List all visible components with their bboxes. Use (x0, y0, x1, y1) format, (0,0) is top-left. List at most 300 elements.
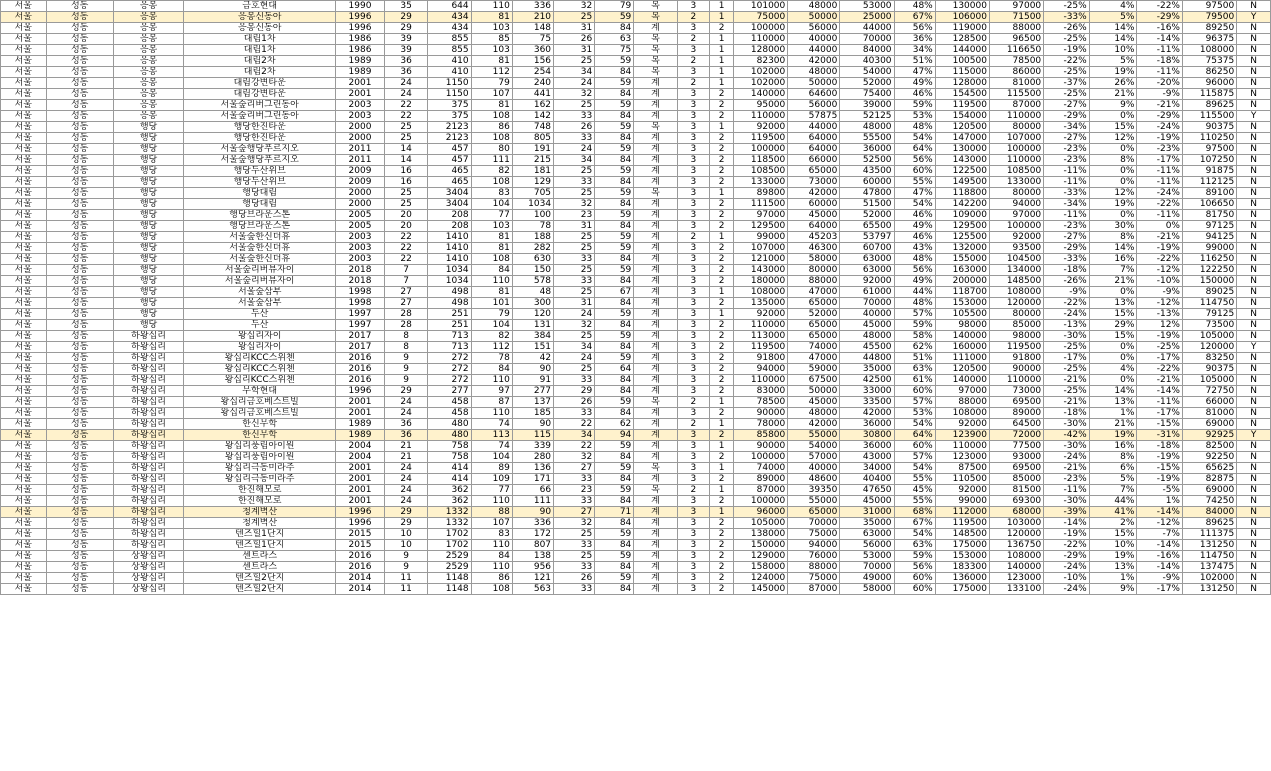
cell-supply_m2[interactable]: 84 (595, 320, 634, 331)
cell-net_change[interactable]: -7% (1137, 529, 1183, 540)
cell-sale_now[interactable]: 107000 (989, 133, 1043, 144)
cell-type[interactable]: 계 (634, 254, 677, 265)
cell-sale_now[interactable]: 85000 (989, 474, 1043, 485)
cell-units[interactable]: 185 (512, 408, 553, 419)
cell-district[interactable]: 성동 (46, 276, 113, 287)
cell-area_m2[interactable]: 84 (471, 551, 512, 562)
cell-sale_peak[interactable]: 153000 (935, 551, 989, 562)
cell-type[interactable]: 계 (634, 166, 677, 177)
cell-pyeong[interactable]: 25 (554, 56, 595, 67)
cell-units[interactable]: 136 (512, 463, 553, 474)
cell-sale_peak[interactable]: 140000 (935, 375, 989, 386)
cell-households[interactable]: 480 (428, 419, 471, 430)
cell-peak_drop[interactable]: -11% (1044, 177, 1090, 188)
cell-age[interactable]: 7 (384, 276, 427, 287)
cell-year_built[interactable]: 2003 (336, 232, 385, 243)
cell-area_m2[interactable]: 112 (471, 67, 512, 78)
cell-sale_now[interactable]: 69500 (989, 397, 1043, 408)
cell-sale_now[interactable]: 119500 (989, 342, 1043, 353)
cell-households[interactable]: 1410 (428, 232, 471, 243)
cell-supply_m2[interactable]: 75 (595, 45, 634, 56)
cell-peak_drop[interactable]: -30% (1044, 441, 1090, 452)
cell-type[interactable]: 계 (634, 276, 677, 287)
cell-dong[interactable]: 상왕십리 (113, 573, 183, 584)
cell-type[interactable]: 계 (634, 89, 677, 100)
cell-recovery[interactable]: 13% (1089, 397, 1137, 408)
cell-sale_peak[interactable]: 153000 (935, 298, 989, 309)
cell-rooms[interactable]: 3 (677, 496, 710, 507)
cell-flag[interactable]: N (1237, 67, 1271, 78)
cell-net_change[interactable]: -11% (1137, 397, 1183, 408)
cell-recovery[interactable]: 19% (1089, 67, 1137, 78)
cell-sale_peak[interactable]: 183300 (935, 562, 989, 573)
cell-households[interactable]: 272 (428, 364, 471, 375)
table-row[interactable] (1, 518, 1271, 529)
cell-supply_m2[interactable]: 59 (595, 485, 634, 496)
cell-households[interactable]: 2529 (428, 562, 471, 573)
cell-rooms[interactable]: 3 (677, 133, 710, 144)
cell-recovery[interactable]: 21% (1089, 419, 1137, 430)
cell-jeonse_ratio[interactable]: 48% (894, 1, 935, 12)
cell-recovery[interactable]: 13% (1089, 298, 1137, 309)
cell-type[interactable]: 복 (634, 45, 677, 56)
cell-flag[interactable]: N (1237, 133, 1271, 144)
table-row[interactable] (1, 221, 1271, 232)
table-row[interactable] (1, 34, 1271, 45)
cell-units[interactable]: 131 (512, 320, 553, 331)
cell-flag[interactable]: N (1237, 23, 1271, 34)
cell-rooms[interactable]: 3 (677, 441, 710, 452)
cell-rooms[interactable]: 3 (677, 122, 710, 133)
table-row[interactable] (1, 562, 1271, 573)
cell-gap[interactable]: 53000 (840, 1, 894, 12)
cell-households[interactable]: 2123 (428, 122, 471, 133)
cell-baths[interactable]: 2 (710, 265, 734, 276)
cell-estimate[interactable]: 73500 (1182, 320, 1236, 331)
cell-jeonse_ratio[interactable]: 56% (894, 265, 935, 276)
cell-baths[interactable]: 2 (710, 452, 734, 463)
cell-gap[interactable]: 61000 (840, 287, 894, 298)
cell-supply_m2[interactable]: 84 (595, 584, 634, 595)
cell-estimate[interactable]: 114750 (1182, 551, 1236, 562)
cell-estimate[interactable]: 94125 (1182, 232, 1236, 243)
cell-estimate[interactable]: 108000 (1182, 45, 1236, 56)
cell-area_m2[interactable]: 79 (471, 309, 512, 320)
cell-year_built[interactable]: 2016 (336, 375, 385, 386)
cell-jeonse_ratio[interactable]: 54% (894, 419, 935, 430)
cell-year_built[interactable]: 2018 (336, 276, 385, 287)
cell-jeonse_low[interactable]: 55000 (788, 496, 840, 507)
cell-gap[interactable]: 53000 (840, 551, 894, 562)
cell-complex[interactable]: 행당대림 (184, 188, 336, 199)
cell-gap[interactable]: 40300 (840, 56, 894, 67)
cell-jeonse_low[interactable]: 55000 (788, 430, 840, 441)
cell-recovery[interactable]: 8% (1089, 155, 1137, 166)
cell-flag[interactable]: N (1237, 177, 1271, 188)
cell-complex[interactable]: 대림강변타운 (184, 89, 336, 100)
cell-area_m2[interactable]: 110 (471, 496, 512, 507)
cell-city[interactable]: 서울 (1, 166, 47, 177)
cell-jeonse_low[interactable]: 58000 (788, 254, 840, 265)
cell-age[interactable]: 8 (384, 342, 427, 353)
cell-district[interactable]: 성동 (46, 254, 113, 265)
cell-type[interactable]: 계 (634, 375, 677, 386)
cell-recovery[interactable]: 5% (1089, 474, 1137, 485)
cell-year_built[interactable]: 1989 (336, 430, 385, 441)
cell-district[interactable]: 성동 (46, 56, 113, 67)
cell-sale_peak[interactable]: 154500 (935, 89, 989, 100)
cell-units[interactable]: 215 (512, 155, 553, 166)
cell-units[interactable]: 210 (512, 12, 553, 23)
cell-sale_peak[interactable]: 129500 (935, 221, 989, 232)
cell-net_change[interactable]: -11% (1137, 45, 1183, 56)
cell-complex[interactable]: 행당대림 (184, 199, 336, 210)
cell-supply_m2[interactable]: 84 (595, 452, 634, 463)
cell-age[interactable]: 35 (384, 1, 427, 12)
cell-supply_m2[interactable]: 67 (595, 287, 634, 298)
cell-pyeong[interactable]: 29 (554, 386, 595, 397)
cell-rooms[interactable]: 2 (677, 485, 710, 496)
cell-district[interactable]: 성동 (46, 441, 113, 452)
cell-recovery[interactable]: 26% (1089, 78, 1137, 89)
cell-year_built[interactable]: 2016 (336, 364, 385, 375)
cell-city[interactable]: 서울 (1, 199, 47, 210)
cell-dong[interactable]: 하왕십리 (113, 474, 183, 485)
cell-gap[interactable]: 63000 (840, 529, 894, 540)
cell-sale_high[interactable]: 108500 (734, 166, 788, 177)
table-row[interactable] (1, 89, 1271, 100)
cell-units[interactable]: 91 (512, 375, 553, 386)
cell-year_built[interactable]: 2015 (336, 540, 385, 551)
cell-households[interactable]: 713 (428, 331, 471, 342)
table-row[interactable] (1, 199, 1271, 210)
cell-area_m2[interactable]: 104 (471, 452, 512, 463)
cell-baths[interactable]: 2 (710, 540, 734, 551)
cell-gap[interactable]: 75400 (840, 89, 894, 100)
cell-district[interactable]: 성동 (46, 573, 113, 584)
cell-sale_peak[interactable]: 147000 (935, 133, 989, 144)
cell-baths[interactable]: 1 (710, 67, 734, 78)
cell-supply_m2[interactable]: 59 (595, 56, 634, 67)
cell-flag[interactable]: N (1237, 551, 1271, 562)
cell-area_m2[interactable]: 78 (471, 353, 512, 364)
cell-recovery[interactable]: 5% (1089, 56, 1137, 67)
cell-sale_peak[interactable]: 130000 (935, 144, 989, 155)
cell-sale_peak[interactable]: 109000 (935, 210, 989, 221)
cell-net_change[interactable]: -15% (1137, 419, 1183, 430)
cell-type[interactable]: 계 (634, 441, 677, 452)
cell-supply_m2[interactable]: 84 (595, 133, 634, 144)
cell-city[interactable]: 서울 (1, 551, 47, 562)
cell-pyeong[interactable]: 33 (554, 408, 595, 419)
cell-sale_high[interactable]: 92000 (734, 309, 788, 320)
cell-age[interactable]: 22 (384, 243, 427, 254)
cell-type[interactable]: 계 (634, 177, 677, 188)
cell-jeonse_low[interactable]: 57875 (788, 111, 840, 122)
cell-supply_m2[interactable]: 71 (595, 507, 634, 518)
cell-dong[interactable]: 행당 (113, 221, 183, 232)
cell-supply_m2[interactable]: 59 (595, 144, 634, 155)
cell-jeonse_low[interactable]: 50000 (788, 12, 840, 23)
cell-units[interactable]: 181 (512, 166, 553, 177)
cell-recovery[interactable]: 8% (1089, 232, 1137, 243)
cell-baths[interactable]: 1 (710, 78, 734, 89)
cell-area_m2[interactable]: 97 (471, 386, 512, 397)
cell-jeonse_ratio[interactable]: 56% (894, 562, 935, 573)
cell-sale_high[interactable]: 99000 (734, 232, 788, 243)
cell-units[interactable]: 111 (512, 496, 553, 507)
cell-peak_drop[interactable]: -25% (1044, 1, 1090, 12)
cell-pyeong[interactable]: 25 (554, 100, 595, 111)
cell-district[interactable]: 성동 (46, 518, 113, 529)
cell-pyeong[interactable]: 25 (554, 12, 595, 23)
cell-rooms[interactable]: 3 (677, 243, 710, 254)
cell-pyeong[interactable]: 25 (554, 265, 595, 276)
cell-sale_high[interactable]: 102000 (734, 67, 788, 78)
cell-jeonse_low[interactable]: 76000 (788, 551, 840, 562)
cell-year_built[interactable]: 2001 (336, 89, 385, 100)
cell-pyeong[interactable]: 33 (554, 540, 595, 551)
cell-flag[interactable]: N (1237, 353, 1271, 364)
cell-estimate[interactable]: 105000 (1182, 375, 1236, 386)
cell-estimate[interactable]: 97500 (1182, 1, 1236, 12)
cell-pyeong[interactable]: 24 (554, 78, 595, 89)
cell-city[interactable]: 서울 (1, 540, 47, 551)
table-row[interactable] (1, 485, 1271, 496)
cell-estimate[interactable]: 97125 (1182, 221, 1236, 232)
cell-rooms[interactable]: 3 (677, 210, 710, 221)
cell-households[interactable]: 362 (428, 485, 471, 496)
cell-type[interactable]: 계 (634, 100, 677, 111)
cell-year_built[interactable]: 2017 (336, 331, 385, 342)
cell-complex[interactable]: 왕십리KCC스위첸 (184, 353, 336, 364)
cell-dong[interactable]: 행당 (113, 276, 183, 287)
cell-dong[interactable]: 하왕십리 (113, 496, 183, 507)
cell-rooms[interactable]: 3 (677, 562, 710, 573)
cell-peak_drop[interactable]: -18% (1044, 265, 1090, 276)
cell-sale_high[interactable]: 102000 (734, 78, 788, 89)
cell-jeonse_ratio[interactable]: 48% (894, 254, 935, 265)
cell-estimate[interactable]: 96000 (1182, 78, 1236, 89)
cell-age[interactable]: 39 (384, 34, 427, 45)
cell-city[interactable]: 서울 (1, 342, 47, 353)
cell-gap[interactable]: 47800 (840, 188, 894, 199)
cell-jeonse_low[interactable]: 65000 (788, 298, 840, 309)
cell-gap[interactable]: 31000 (840, 507, 894, 518)
cell-sale_peak[interactable]: 123000 (935, 452, 989, 463)
cell-recovery[interactable]: 15% (1089, 309, 1137, 320)
cell-net_change[interactable]: -15% (1137, 463, 1183, 474)
cell-pyeong[interactable]: 33 (554, 474, 595, 485)
cell-recovery[interactable]: 1% (1089, 573, 1137, 584)
cell-sale_peak[interactable]: 160000 (935, 342, 989, 353)
cell-baths[interactable]: 2 (710, 276, 734, 287)
cell-year_built[interactable]: 2014 (336, 584, 385, 595)
cell-gap[interactable]: 52000 (840, 210, 894, 221)
cell-net_change[interactable]: -14% (1137, 507, 1183, 518)
cell-jeonse_ratio[interactable]: 63% (894, 364, 935, 375)
cell-sale_high[interactable]: 100000 (734, 144, 788, 155)
cell-flag[interactable]: N (1237, 375, 1271, 386)
cell-district[interactable]: 성동 (46, 342, 113, 353)
cell-area_m2[interactable]: 84 (471, 364, 512, 375)
cell-city[interactable]: 서울 (1, 122, 47, 133)
cell-district[interactable]: 성동 (46, 1, 113, 12)
cell-flag[interactable]: Y (1237, 430, 1271, 441)
cell-baths[interactable]: 2 (710, 573, 734, 584)
cell-baths[interactable]: 2 (710, 166, 734, 177)
table-row[interactable] (1, 331, 1271, 342)
cell-peak_drop[interactable]: -25% (1044, 364, 1090, 375)
cell-jeonse_ratio[interactable]: 55% (894, 496, 935, 507)
cell-rooms[interactable]: 2 (677, 397, 710, 408)
cell-jeonse_ratio[interactable]: 60% (894, 441, 935, 452)
cell-jeonse_low[interactable]: 64000 (788, 133, 840, 144)
cell-households[interactable]: 713 (428, 342, 471, 353)
cell-sale_now[interactable]: 85000 (989, 320, 1043, 331)
cell-sale_now[interactable]: 80000 (989, 122, 1043, 133)
cell-recovery[interactable]: 14% (1089, 386, 1137, 397)
cell-rooms[interactable]: 3 (677, 254, 710, 265)
cell-units[interactable]: 188 (512, 232, 553, 243)
cell-sale_high[interactable]: 90000 (734, 441, 788, 452)
cell-type[interactable]: 계 (634, 111, 677, 122)
cell-peak_drop[interactable]: -18% (1044, 408, 1090, 419)
cell-sale_peak[interactable]: 92000 (935, 419, 989, 430)
cell-units[interactable]: 339 (512, 441, 553, 452)
cell-sale_peak[interactable]: 136000 (935, 573, 989, 584)
cell-city[interactable]: 서울 (1, 111, 47, 122)
cell-age[interactable]: 29 (384, 507, 427, 518)
cell-complex[interactable]: 서울숲리버그린동아 (184, 100, 336, 111)
cell-peak_drop[interactable]: -11% (1044, 166, 1090, 177)
cell-gap[interactable]: 42000 (840, 408, 894, 419)
cell-pyeong[interactable]: 32 (554, 320, 595, 331)
cell-city[interactable]: 서울 (1, 320, 47, 331)
cell-recovery[interactable]: 0% (1089, 144, 1137, 155)
cell-net_change[interactable]: -29% (1137, 12, 1183, 23)
cell-type[interactable]: 계 (634, 353, 677, 364)
cell-flag[interactable]: N (1237, 232, 1271, 243)
cell-sale_now[interactable]: 123000 (989, 573, 1043, 584)
cell-area_m2[interactable]: 89 (471, 463, 512, 474)
cell-recovery[interactable]: 5% (1089, 12, 1137, 23)
cell-dong[interactable]: 행당 (113, 166, 183, 177)
cell-type[interactable]: 계 (634, 408, 677, 419)
cell-households[interactable]: 272 (428, 353, 471, 364)
cell-district[interactable]: 성동 (46, 562, 113, 573)
cell-sale_high[interactable]: 100000 (734, 23, 788, 34)
cell-year_built[interactable]: 2001 (336, 485, 385, 496)
cell-peak_drop[interactable]: -26% (1044, 276, 1090, 287)
cell-gap[interactable]: 58000 (840, 584, 894, 595)
cell-year_built[interactable]: 1996 (336, 507, 385, 518)
cell-year_built[interactable]: 1986 (336, 34, 385, 45)
cell-city[interactable]: 서울 (1, 188, 47, 199)
cell-households[interactable]: 465 (428, 177, 471, 188)
cell-estimate[interactable]: 102000 (1182, 573, 1236, 584)
cell-rooms[interactable]: 2 (677, 232, 710, 243)
cell-net_change[interactable]: -31% (1137, 430, 1183, 441)
cell-jeonse_ratio[interactable]: 57% (894, 309, 935, 320)
cell-year_built[interactable]: 2003 (336, 111, 385, 122)
cell-baths[interactable]: 1 (710, 287, 734, 298)
cell-estimate[interactable]: 131250 (1182, 540, 1236, 551)
cell-estimate[interactable]: 122250 (1182, 265, 1236, 276)
cell-net_change[interactable]: -16% (1137, 551, 1183, 562)
cell-city[interactable]: 서울 (1, 287, 47, 298)
cell-year_built[interactable]: 2009 (336, 177, 385, 188)
cell-jeonse_ratio[interactable]: 64% (894, 430, 935, 441)
cell-households[interactable]: 1410 (428, 254, 471, 265)
cell-flag[interactable]: N (1237, 166, 1271, 177)
cell-pyeong[interactable]: 33 (554, 562, 595, 573)
cell-rooms[interactable]: 3 (677, 1, 710, 12)
table-row[interactable] (1, 496, 1271, 507)
cell-dong[interactable]: 행당 (113, 287, 183, 298)
cell-jeonse_ratio[interactable]: 61% (894, 375, 935, 386)
cell-age[interactable]: 9 (384, 353, 427, 364)
cell-estimate[interactable]: 115875 (1182, 89, 1236, 100)
cell-dong[interactable]: 하왕십리 (113, 331, 183, 342)
cell-age[interactable]: 22 (384, 100, 427, 111)
cell-jeonse_ratio[interactable]: 56% (894, 23, 935, 34)
cell-year_built[interactable]: 1989 (336, 56, 385, 67)
cell-type[interactable]: 복 (634, 122, 677, 133)
cell-complex[interactable]: 무학현대 (184, 386, 336, 397)
cell-year_built[interactable]: 2004 (336, 452, 385, 463)
cell-district[interactable]: 성동 (46, 419, 113, 430)
cell-city[interactable]: 서울 (1, 276, 47, 287)
cell-city[interactable]: 서울 (1, 67, 47, 78)
cell-complex[interactable]: 한신무학 (184, 430, 336, 441)
cell-jeonse_low[interactable]: 45000 (788, 397, 840, 408)
cell-sale_now[interactable]: 140000 (989, 562, 1043, 573)
cell-baths[interactable]: 2 (710, 331, 734, 342)
cell-sale_now[interactable]: 98000 (989, 331, 1043, 342)
cell-sale_high[interactable]: 100000 (734, 452, 788, 463)
cell-net_change[interactable]: -25% (1137, 342, 1183, 353)
cell-district[interactable]: 성동 (46, 221, 113, 232)
cell-estimate[interactable]: 89100 (1182, 188, 1236, 199)
cell-year_built[interactable]: 2017 (336, 342, 385, 353)
cell-type[interactable]: 복 (634, 485, 677, 496)
cell-area_m2[interactable]: 85 (471, 34, 512, 45)
cell-dong[interactable]: 행당 (113, 265, 183, 276)
cell-city[interactable]: 서울 (1, 89, 47, 100)
cell-complex[interactable]: 응봉신동아 (184, 12, 336, 23)
cell-flag[interactable]: N (1237, 496, 1271, 507)
cell-jeonse_low[interactable]: 48000 (788, 1, 840, 12)
cell-dong[interactable]: 행당 (113, 309, 183, 320)
cell-jeonse_low[interactable]: 70000 (788, 518, 840, 529)
cell-dong[interactable]: 응봉 (113, 23, 183, 34)
cell-pyeong[interactable]: 25 (554, 364, 595, 375)
cell-supply_m2[interactable]: 84 (595, 386, 634, 397)
cell-households[interactable]: 2123 (428, 133, 471, 144)
cell-district[interactable]: 성동 (46, 287, 113, 298)
cell-peak_drop[interactable]: -33% (1044, 254, 1090, 265)
cell-age[interactable]: 7 (384, 265, 427, 276)
cell-rooms[interactable]: 3 (677, 199, 710, 210)
cell-sale_high[interactable]: 82300 (734, 56, 788, 67)
cell-sale_peak[interactable]: 108000 (935, 408, 989, 419)
cell-city[interactable]: 서울 (1, 34, 47, 45)
cell-dong[interactable]: 하왕십리 (113, 441, 183, 452)
cell-recovery[interactable]: 14% (1089, 23, 1137, 34)
table-row[interactable] (1, 364, 1271, 375)
cell-age[interactable]: 24 (384, 78, 427, 89)
